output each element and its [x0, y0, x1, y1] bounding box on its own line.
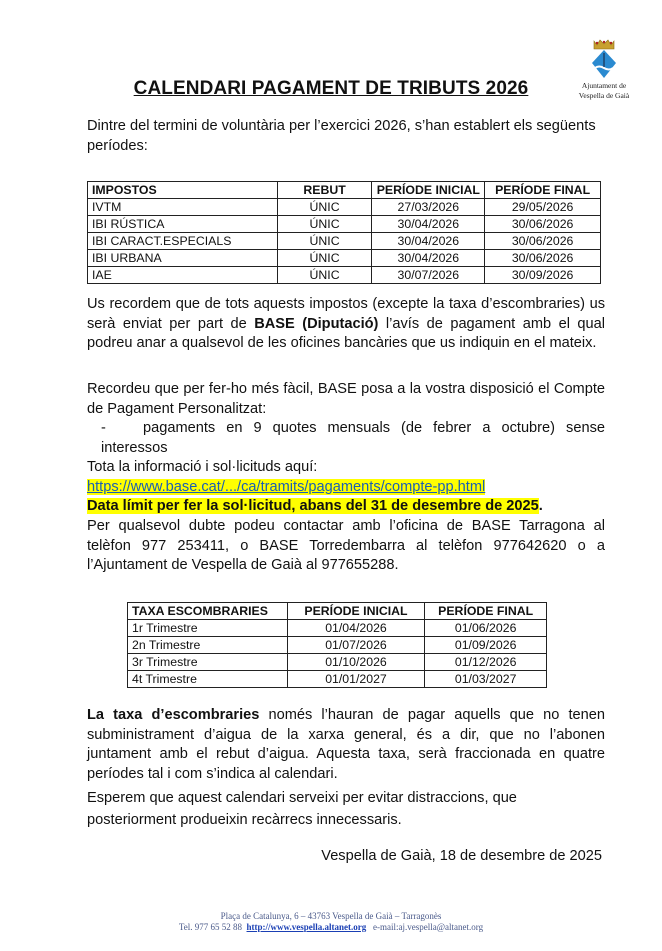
table-cell: 01/01/2027: [287, 671, 425, 688]
header-taxa-escombraries: TAXA ESCOMBRARIES: [128, 603, 288, 620]
base-text-after: l’avís de pagament amb el qual podreu anar a qualsevol de les oficines bancàries que us indiquin en el mateix.: [87, 315, 606, 351]
page-title: CALENDARI PAGAMENT DE TRIBUTS 2026: [133, 78, 529, 99]
table-cell: 01/04/2026: [287, 620, 425, 637]
compte-pp-link[interactable]: https://www.base.cat/.../ca/tramits/pagaments/compte-pp.html: [87, 478, 486, 495]
closing-paragraph: Esperem que aquest calendari serveixi per evitar distraccions, que posteriorment produeixin recàrrecs innecessaris.: [87, 790, 517, 828]
table-cell: 30/04/2026: [372, 250, 485, 267]
table-cell: 01/12/2026: [425, 654, 547, 671]
footer-web-link[interactable]: http://www.vespella.altanet.org: [246, 922, 367, 932]
table-cell: 01/09/2026: [425, 637, 547, 654]
table-cell: 01/03/2027: [425, 671, 547, 688]
table-row: [128, 654, 547, 671]
header-rebut: REBUT: [277, 182, 372, 199]
table-cell: IBI RÚSTICA: [88, 216, 278, 233]
table-header-row: [88, 182, 601, 199]
table-cell: 01/10/2026: [287, 654, 425, 671]
base-paragraph: [87, 295, 605, 354]
intro-paragraph: Dintre del termini de voluntària per l’exercici 2026, s’han establert els següents períodes:: [87, 118, 596, 154]
table-cell: 30/07/2026: [372, 267, 485, 284]
table-cell: 27/03/2026: [372, 199, 485, 216]
compte-paragraph: [87, 380, 605, 517]
table-cell: IVTM: [88, 199, 278, 216]
header-periode-final: PERÍODE FINAL: [485, 182, 601, 199]
table-cell: IAE: [88, 267, 278, 284]
table-cell: 30/06/2026: [485, 250, 601, 267]
table-cell: 30/04/2026: [372, 233, 485, 250]
logo-line-1: Ajuntament de: [581, 81, 627, 90]
table-cell: 30/04/2026: [372, 216, 485, 233]
table-header-row: [128, 603, 547, 620]
signature-line: Vespella de Gaià, 18 de desembre de 2025: [321, 848, 602, 864]
table-row: [128, 637, 547, 654]
compte-bullet: [87, 419, 605, 458]
table-cell: ÚNIC: [277, 233, 372, 250]
table-cell: 01/06/2026: [425, 620, 547, 637]
bullet-dash: -: [101, 420, 106, 436]
base-text-bold: BASE (Diputació): [254, 315, 379, 332]
table-cell: 29/05/2026: [485, 199, 601, 216]
deadline-period: .: [538, 498, 543, 514]
header-impostos: IMPOSTOS: [88, 182, 278, 199]
compte-intro: Recordeu que per fer-ho més fàcil, BASE posa a la vostra disposició el Compte de Pagament Personalitzat:: [87, 381, 605, 417]
bullet-text: pagaments en 9 quotes mensuals (de febrer a octubre) sense interessos: [101, 420, 605, 456]
table-row: [128, 620, 547, 637]
table-row: [88, 216, 601, 233]
footer-address: Plaça de Catalunya, 6 – 43763 Vespella de Gaià – Tarragonès: [220, 911, 442, 921]
table-cell: 30/06/2026: [485, 233, 601, 250]
table-cell: ÚNIC: [277, 216, 372, 233]
deadline-text: Data límit per fer la sol·licitud, abans del 31 de desembre de 2025: [87, 498, 539, 514]
logo-line-2: Vespella de Gaià: [578, 91, 630, 100]
table-cell: ÚNIC: [277, 250, 372, 267]
table-cell: 4t Trimestre: [128, 671, 288, 688]
table-cell: 3r Trimestre: [128, 654, 288, 671]
table-cell: IBI CARACT.ESPECIALS: [88, 233, 278, 250]
header-periode-final: PERÍODE FINAL: [425, 603, 547, 620]
table-cell: ÚNIC: [277, 267, 372, 284]
footer-tel: Tel. 977 65 52 88: [178, 922, 243, 932]
table-row: [88, 199, 601, 216]
table-row: [128, 671, 547, 688]
table-cell: 1r Trimestre: [128, 620, 288, 637]
table-row: [88, 250, 601, 267]
waste-table: [127, 602, 547, 688]
coat-of-arms-icon: [589, 38, 619, 80]
table-cell: 30/06/2026: [485, 216, 601, 233]
table-cell: ÚNIC: [277, 199, 372, 216]
table-cell: 2n Trimestre: [128, 637, 288, 654]
waste-text-rest: només l’hauran de pagar aquells que no tenen subministrament d’aigua de la xarxa general, és a dir, que no l’abonen juntament amb el rebut d’aigua. Aquesta taxa, serà fraccionada en quatre períodes tal i com s’indica al calendari.: [87, 707, 605, 782]
waste-text-bold: La taxa d’escombraries: [87, 707, 260, 723]
table-row: [88, 267, 601, 284]
footer: [0, 911, 662, 933]
taxes-table: [87, 181, 601, 284]
footer-email: e-mail:aj.vespella@altanet.org: [373, 922, 484, 932]
contact-paragraph: Per qualsevol dubte podeu contactar amb l’oficina de BASE Tarragona al telèfon 977 253411, o BASE Torredembarra al telèfon 977642620 o a l’Ajuntament de Vespella de Gaià al 977655288.: [87, 518, 605, 573]
header-periode-inicial: PERÍODE INICIAL: [287, 603, 425, 620]
table-cell: IBI URBANA: [88, 250, 278, 267]
table-cell: 01/07/2026: [287, 637, 425, 654]
table-row: [88, 233, 601, 250]
waste-paragraph: [87, 706, 605, 784]
header-periode-inicial: PERÍODE INICIAL: [372, 182, 485, 199]
compte-info: Tota la informació i sol·licituds aquí:: [87, 459, 318, 475]
base-text-before: Us recordem que de tots aquests impostos (excepte la taxa d’escombraries) us serà enviat per part de: [87, 296, 605, 332]
table-cell: 30/09/2026: [485, 267, 601, 284]
